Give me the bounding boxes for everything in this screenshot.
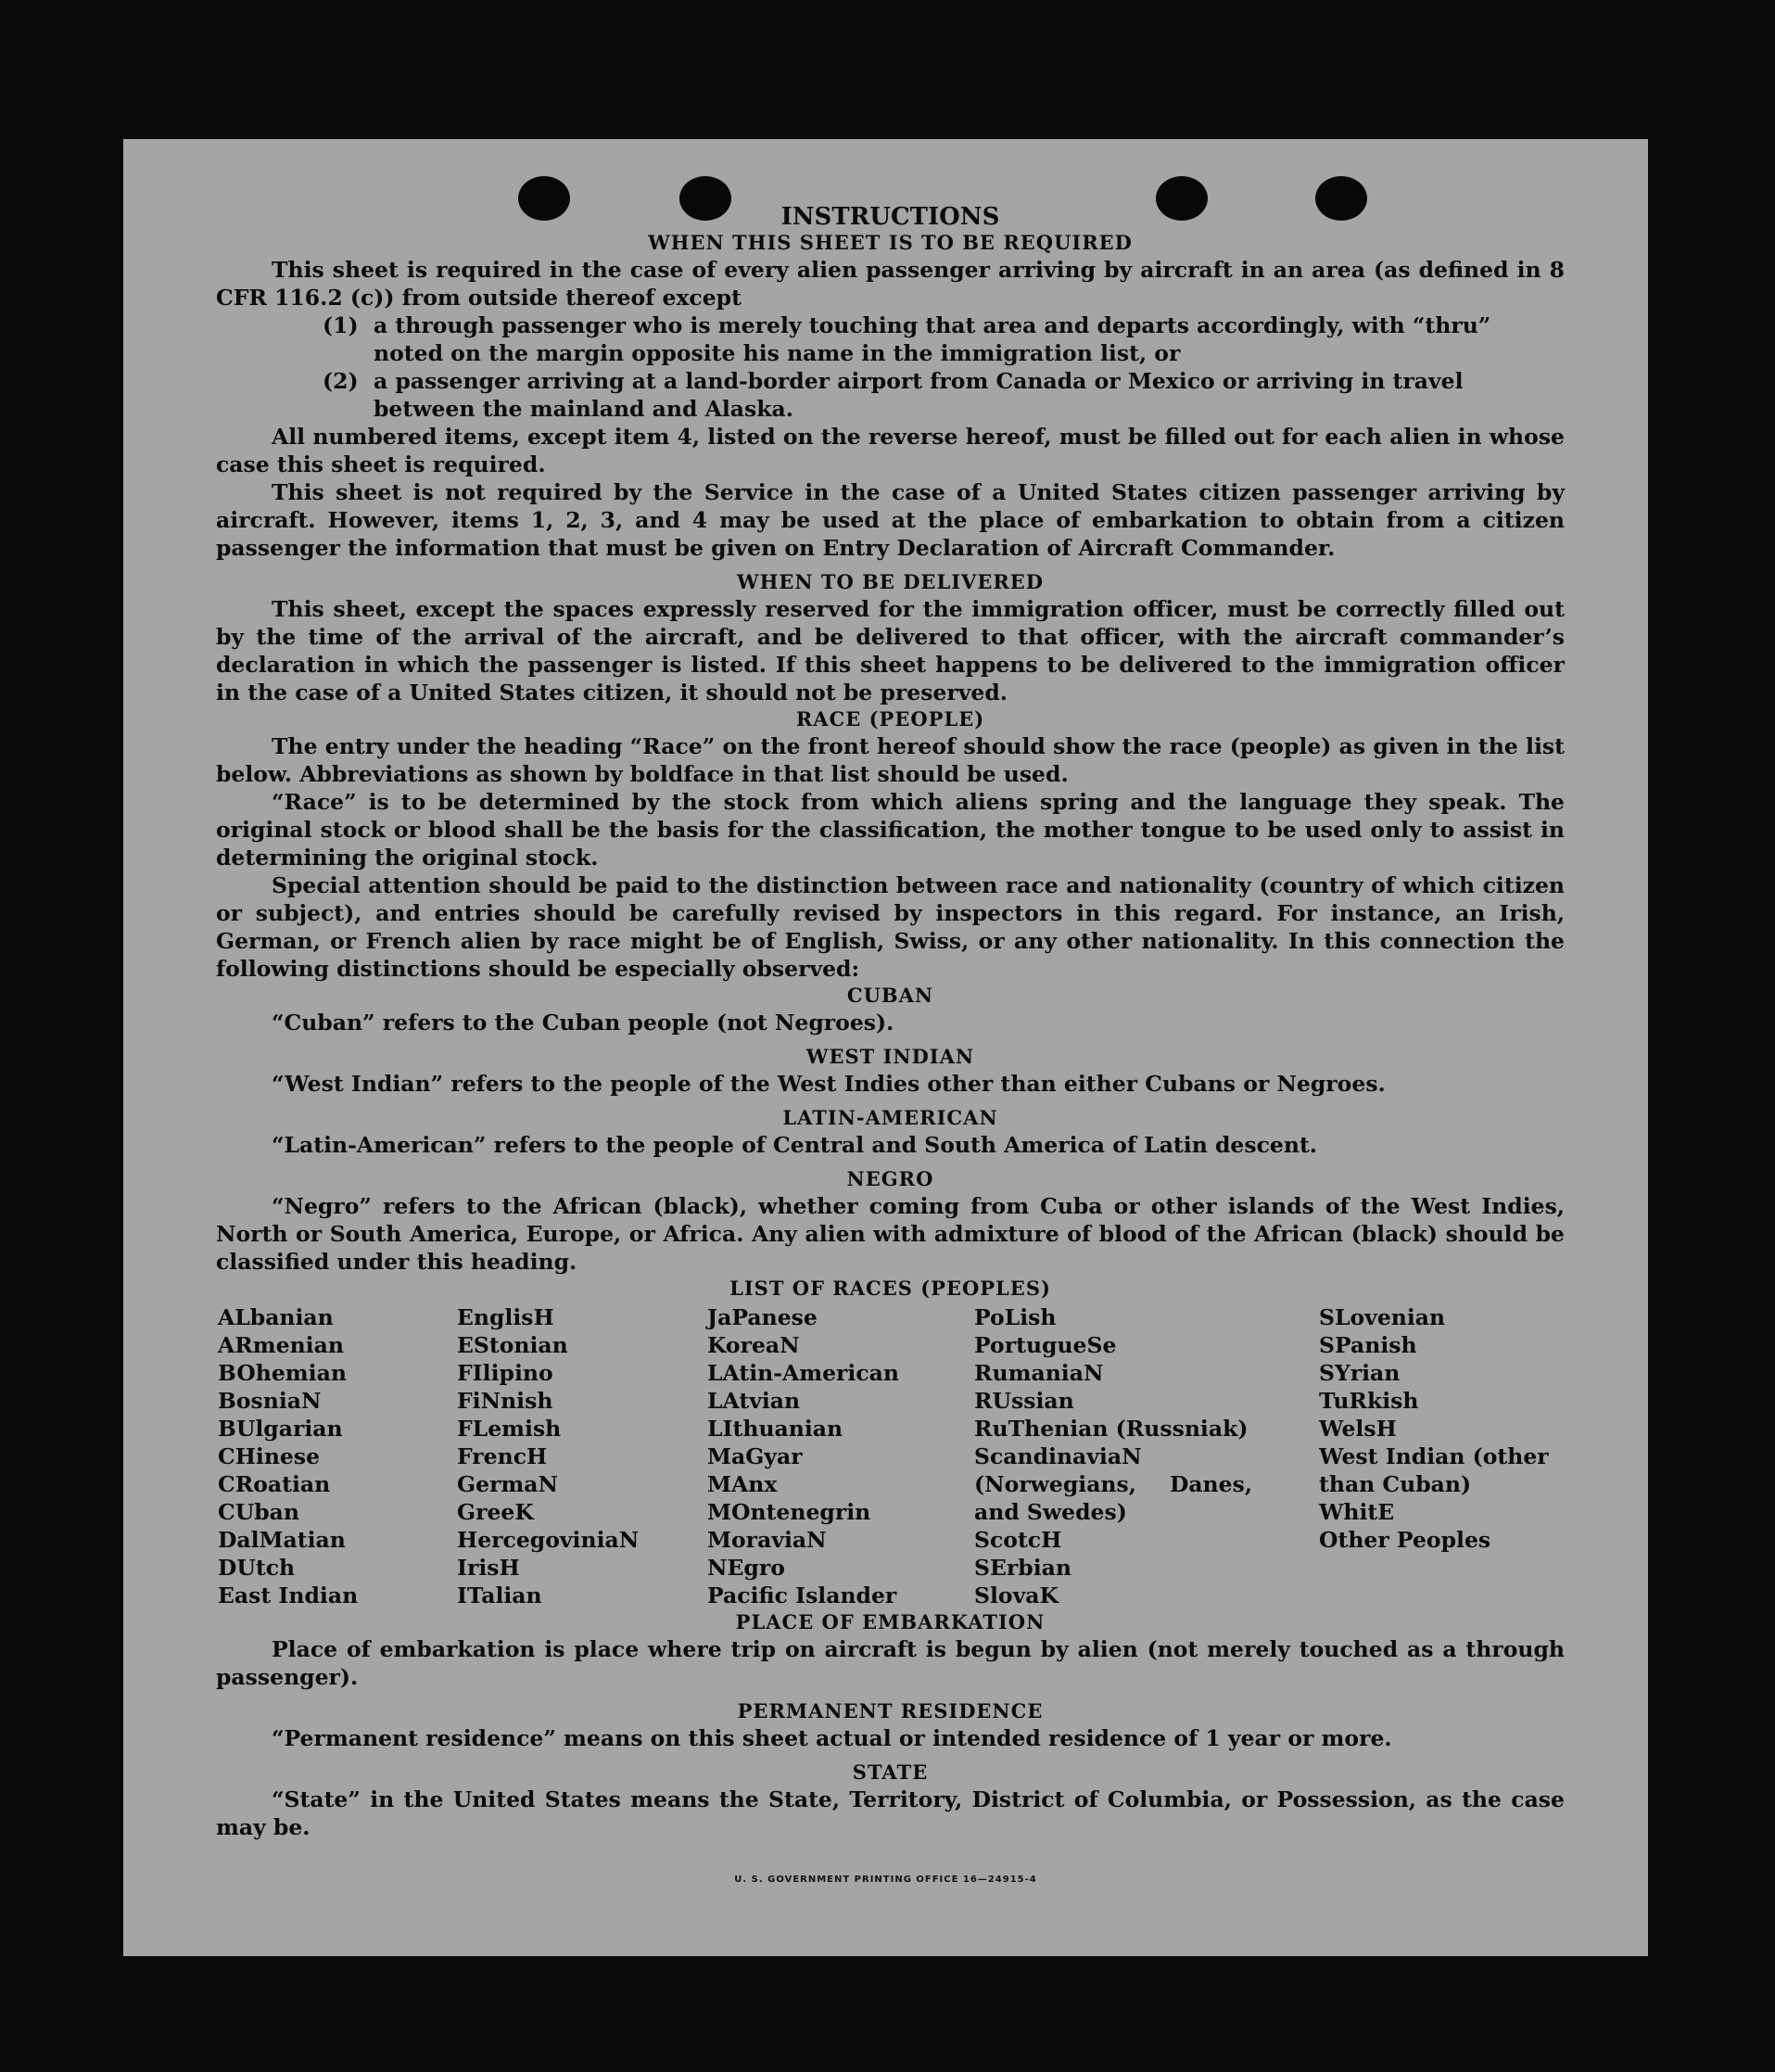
race-item: DalMatian (218, 1527, 346, 1553)
race-item: WhitE (1319, 1499, 1395, 1525)
section-title: LATIN-AMERICAN (782, 1106, 998, 1129)
paragraph: “West Indian” refers to the people of the West Indies other than either Cubans or Negroes. (272, 1071, 1386, 1097)
race-item: FiNnish (457, 1388, 553, 1414)
race-item: ALbanian (218, 1304, 334, 1330)
paragraph: All numbered items, except item 4, listed on the reverse hereof, must be filled out for each alien in whose case this sheet is required. (216, 424, 1565, 477)
race-item: RUssian (974, 1388, 1074, 1414)
race-column (974, 1303, 1319, 1609)
paragraph: “Race” is to be determined by the stock from which aliens spring and the language they speak. The original stock or blood shall be the basis for the classification, the mother tongue to be used only to assist in determining the original stock. (216, 789, 1565, 871)
race-column (218, 1303, 457, 1609)
race-column (1319, 1303, 1566, 1609)
race-item: TuRkish (1319, 1388, 1419, 1414)
race-item: JaPanese (707, 1304, 818, 1330)
race-item: RuThenian (Russniak) (974, 1416, 1249, 1442)
race-item: ITalian (457, 1583, 542, 1608)
section-title: PLACE OF EMBARKATION (735, 1610, 1046, 1633)
race-item: MoraviaN (707, 1527, 827, 1553)
race-item: ARmenian (218, 1332, 344, 1358)
race-item: BUlgarian (218, 1416, 343, 1442)
race-item: NEgro (707, 1555, 785, 1581)
race-item: BOhemian (218, 1360, 347, 1386)
section-title: PERMANENT RESIDENCE (737, 1699, 1044, 1722)
race-column (457, 1303, 707, 1609)
section-title: NEGRO (846, 1167, 934, 1190)
document-sheet (123, 139, 1648, 1956)
race-item: PortugueSe (974, 1332, 1117, 1358)
race-item: LAtvian (707, 1388, 801, 1414)
race-item: LAtin-American (707, 1360, 899, 1386)
race-item: MaGyar (707, 1443, 803, 1469)
race-item: EnglisH (457, 1304, 554, 1330)
paragraph: This sheet is not required by the Service in the case of a United States citizen passenger arriving by aircraft. However, items 1, 2, 3, and 4 may be used at the place of embarkation to obtain from a citizen passenger the information that must be given on Entry Declaration of Aircraft Commander. (216, 479, 1565, 561)
section-title: CUBAN (846, 984, 934, 1007)
race-item: GreeK (457, 1499, 534, 1525)
item-number: (2) (323, 368, 359, 394)
race-item: MAnx (707, 1471, 778, 1497)
paragraph: This sheet, except the spaces expressly reserved for the immigration officer, must be correctly filled out by the time of the arrival of the aircraft, and be delivered to that officer, with the aircraft commander’s declaration in which the passenger is listed. If this sheet happens to be delivered to the immigration officer in the case of a United States citizen, it should not be preserved. (216, 596, 1565, 705)
section-title: WHEN TO BE DELIVERED (736, 570, 1044, 593)
race-item: WelsH (1319, 1416, 1397, 1442)
item-text: a passenger arriving at a land-border airport from Canada or Mexico or arriving in travel between the mainland and Alaska. (374, 368, 1464, 422)
race-item: RumaniaN (974, 1360, 1104, 1386)
race-item: SlovaK (974, 1583, 1059, 1608)
section-title: WHEN THIS SHEET IS TO BE REQUIRED (648, 231, 1133, 254)
list-item (323, 311, 1565, 367)
race-column (707, 1303, 974, 1609)
race-item: CRoatian (218, 1471, 331, 1497)
race-item: BosniaN (218, 1388, 322, 1414)
paragraph: The entry under the heading “Race” on the front hereof should show the race (people) as given in the list below. Abbreviations as shown by boldface in that list should be used. (216, 733, 1565, 787)
race-item: EStonian (457, 1332, 568, 1358)
race-item: ScandinaviaN (Norwegians, Danes, and Swedes) (974, 1443, 1252, 1525)
section-title: WEST INDIAN (805, 1045, 975, 1068)
race-item: HercegoviniaN (457, 1527, 640, 1553)
list-item (323, 367, 1565, 423)
race-item: East Indian (218, 1583, 359, 1608)
paragraph: “Permanent residence” means on this sheet actual or intended residence of 1 year or more. (272, 1725, 1392, 1751)
race-item: Pacific Islander (707, 1583, 897, 1608)
section-title: STATE (852, 1761, 929, 1784)
item-text: a through passenger who is merely touching that area and departs accordingly, with “thru” noted on the margin opposite his name in the immigration list, or (374, 312, 1491, 366)
race-item: LIthuanian (707, 1416, 843, 1442)
paragraph: “Cuban” refers to the Cuban people (not Negroes). (272, 1010, 894, 1036)
section-title: RACE (PEOPLE) (795, 707, 985, 731)
race-item: SPanish (1319, 1332, 1417, 1358)
race-item: Other Peoples (1319, 1527, 1491, 1553)
paragraph: “Negro” refers to the African (black), whether coming from Cuba or other islands of the West Indies, North or South America, Europe, or Africa. Any alien with admixture of blood of the African (black) should be classified under this heading. (216, 1193, 1565, 1275)
item-number: (1) (323, 312, 359, 338)
race-item: CHinese (218, 1443, 321, 1469)
race-item: West Indian (other than Cuban) (1319, 1443, 1549, 1497)
paragraph: Special attention should be paid to the distinction between race and nationality (country of which citizen or subject), and entries should be carefully revised by inspectors in this regard. For instance, an Irish, German, or French alien by race might be of English, Swiss, or any other nationality. In this connection the following distinctions should be especially observed: (216, 872, 1565, 982)
race-item: FIlipino (457, 1360, 553, 1386)
printer-footer: U. S. GOVERNMENT PRINTING OFFICE 16—24915-4 (734, 1875, 1037, 1885)
race-item: KoreaN (707, 1332, 800, 1358)
race-item: PoLish (974, 1304, 1057, 1330)
race-list (218, 1303, 1565, 1609)
paragraph: This sheet is required in the case of every alien passenger arriving by aircraft in an area (as defined in 8 CFR 116.2 (c)) from outside thereof except (216, 257, 1565, 311)
race-item: SLovenian (1319, 1304, 1446, 1330)
paragraph: “State” in the United States means the State, Territory, District of Columbia, or Possession, as the case may be. (216, 1786, 1565, 1840)
instructions-content (216, 204, 1565, 1841)
race-item: FLemish (457, 1416, 562, 1442)
race-item: CUban (218, 1499, 299, 1525)
paragraph: Place of embarkation is place where trip on aircraft is begun by alien (not merely touched as a through passenger). (216, 1636, 1565, 1690)
page-title: INSTRUCTIONS (780, 203, 1000, 231)
race-item: FrencH (457, 1443, 548, 1469)
race-item: IrisH (457, 1555, 520, 1581)
race-item: SYrian (1319, 1360, 1401, 1386)
race-item: GermaN (457, 1471, 558, 1497)
race-item: ScotcH (974, 1527, 1062, 1553)
paragraph: “Latin-American” refers to the people of Central and South America of Latin descent. (272, 1132, 1317, 1158)
section-title: LIST OF RACES (PEOPLES) (729, 1277, 1051, 1300)
race-item: SErbian (974, 1555, 1071, 1581)
race-item: DUtch (218, 1555, 296, 1581)
race-item: MOntenegrin (707, 1499, 871, 1525)
